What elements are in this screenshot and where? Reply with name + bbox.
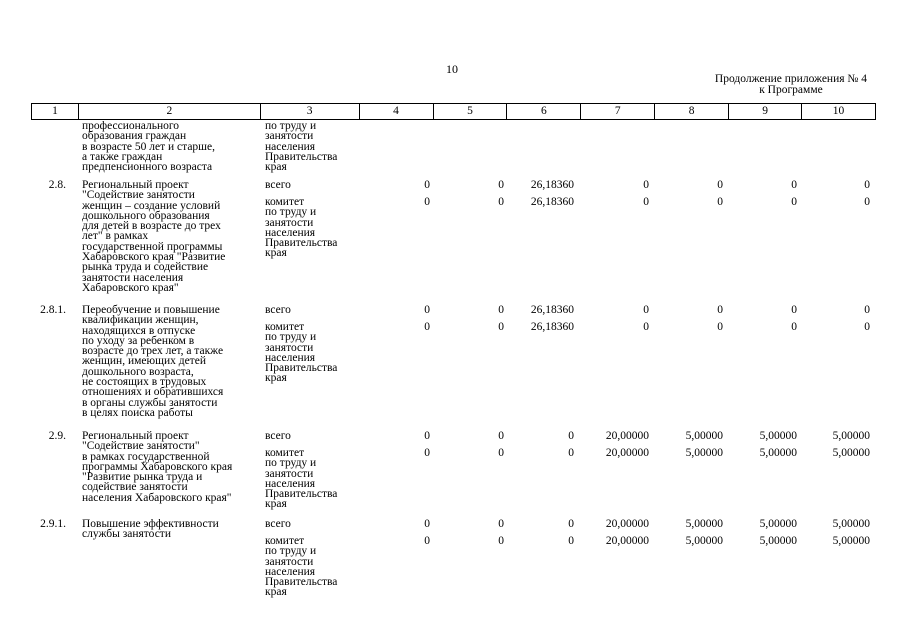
value-cell: 5,00000 — [759, 518, 797, 530]
value-cell: 5,00000 — [685, 518, 723, 530]
value-cell: 0 — [424, 447, 430, 459]
value-cell: 26,18360 — [530, 196, 574, 208]
header-cell: 1 — [32, 104, 79, 119]
header-cell: 3 — [261, 104, 360, 119]
value-cell: 5,00000 — [685, 447, 723, 459]
value-cell: 0 — [498, 518, 504, 530]
value-cell: 0 — [568, 430, 574, 442]
value-cell: 5,00000 — [685, 535, 723, 547]
value-cell: 0 — [643, 179, 649, 191]
header-cell: 9 — [729, 104, 802, 119]
appendix-line-1: Продолжение приложения № 4 — [714, 73, 867, 85]
value-cell: 0 — [498, 196, 504, 208]
row-source-label: всего — [265, 430, 291, 442]
header-cell: 10 — [802, 104, 876, 119]
value-cell: 0 — [717, 304, 723, 316]
row-name: Переобучение и повышение квалификации женщин, находящихся в отпуске по уходу за ребенком в возрасте до трех лет, а также женщин, имеющих детей дошкольного возраста, не состоящих в трудовых отношениях и обратившихся в органы службы занятости в целях поиска работы — [82, 304, 224, 419]
value-cell: 0 — [643, 196, 649, 208]
row-name: Региональный проект "Содействие занятости" в рамках государственной программы Хабаровского края "Развитие рынка труда и содействие занятости населения Хабаровского края" — [82, 430, 233, 504]
value-cell: 0 — [717, 179, 723, 191]
row-source-label: по труду и занятости населения Правительства края — [265, 120, 338, 174]
row-source-label: комитет по труду и занятости населения Правительства края — [265, 447, 338, 511]
value-cell: 5,00000 — [759, 447, 797, 459]
value-cell: 26,18360 — [530, 304, 574, 316]
row-source-label: всего — [265, 518, 291, 530]
value-cell: 26,18360 — [530, 321, 574, 333]
row-source-label: комитет по труду и занятости населения Правительства края — [265, 535, 338, 599]
page-number: 10 — [446, 62, 458, 76]
row-source-label: комитет по труду и занятости населения Правительства края — [265, 196, 338, 260]
value-cell: 0 — [424, 304, 430, 316]
value-cell: 0 — [643, 304, 649, 316]
value-cell: 0 — [864, 179, 870, 191]
header-cell: 6 — [507, 104, 581, 119]
row-source-label: комитет по труду и занятости населения Правительства края — [265, 321, 338, 385]
value-cell: 0 — [424, 179, 430, 191]
row-source-label: всего — [265, 304, 291, 316]
value-cell: 0 — [498, 304, 504, 316]
row-name: Повышение эффективности службы занятости — [82, 518, 219, 541]
row-number: 2.8. — [48, 179, 66, 191]
value-cell: 0 — [791, 179, 797, 191]
row-number: 2.9.1. — [40, 518, 66, 530]
value-cell: 5,00000 — [759, 430, 797, 442]
value-cell: 0 — [864, 321, 870, 333]
value-cell: 0 — [717, 196, 723, 208]
value-cell: 5,00000 — [832, 518, 870, 530]
value-cell: 0 — [568, 535, 574, 547]
value-cell: 0 — [643, 321, 649, 333]
value-cell: 0 — [864, 304, 870, 316]
value-cell: 5,00000 — [832, 535, 870, 547]
value-cell: 0 — [791, 304, 797, 316]
value-cell: 5,00000 — [759, 535, 797, 547]
value-cell: 0 — [568, 447, 574, 459]
header-cell: 4 — [360, 104, 434, 119]
header-cell: 7 — [581, 104, 655, 119]
value-cell: 0 — [498, 179, 504, 191]
header-cell: 2 — [79, 104, 261, 119]
value-cell: 5,00000 — [832, 447, 870, 459]
row-name: профессионального образования граждан в возрасте 50 лет и старше, а также граждан предпенсионного возраста — [82, 120, 216, 174]
appendix-line-2: к Программе — [759, 84, 823, 96]
value-cell: 0 — [424, 321, 430, 333]
row-number: 2.8.1. — [40, 304, 66, 316]
value-cell: 26,18360 — [530, 179, 574, 191]
value-cell: 0 — [498, 447, 504, 459]
value-cell: 0 — [424, 518, 430, 530]
value-cell: 0 — [424, 430, 430, 442]
table-header — [31, 103, 876, 120]
value-cell: 0 — [791, 321, 797, 333]
value-cell: 20,00000 — [605, 430, 649, 442]
value-cell: 0 — [498, 535, 504, 547]
row-name: Региональный проект "Содействие занятости женщин – создание условий дошкольного образования для детей в возрасте до трех лет" в рамках государственной программы Хабаровского края "Развитие рынка труда и содействие занятости населения Хабаровского края" — [82, 179, 226, 294]
row-source-label: всего — [265, 179, 291, 191]
value-cell: 0 — [864, 196, 870, 208]
value-cell: 5,00000 — [685, 430, 723, 442]
value-cell: 0 — [568, 518, 574, 530]
value-cell: 0 — [498, 321, 504, 333]
value-cell: 0 — [791, 196, 797, 208]
value-cell: 5,00000 — [832, 430, 870, 442]
value-cell: 20,00000 — [605, 447, 649, 459]
value-cell: 0 — [424, 196, 430, 208]
value-cell: 0 — [717, 321, 723, 333]
header-cell: 8 — [655, 104, 729, 119]
value-cell: 0 — [424, 535, 430, 547]
value-cell: 0 — [498, 430, 504, 442]
value-cell: 20,00000 — [605, 518, 649, 530]
value-cell: 20,00000 — [605, 535, 649, 547]
appendix-caption — [715, 74, 867, 96]
header-cell: 5 — [434, 104, 508, 119]
row-number: 2.9. — [48, 430, 66, 442]
